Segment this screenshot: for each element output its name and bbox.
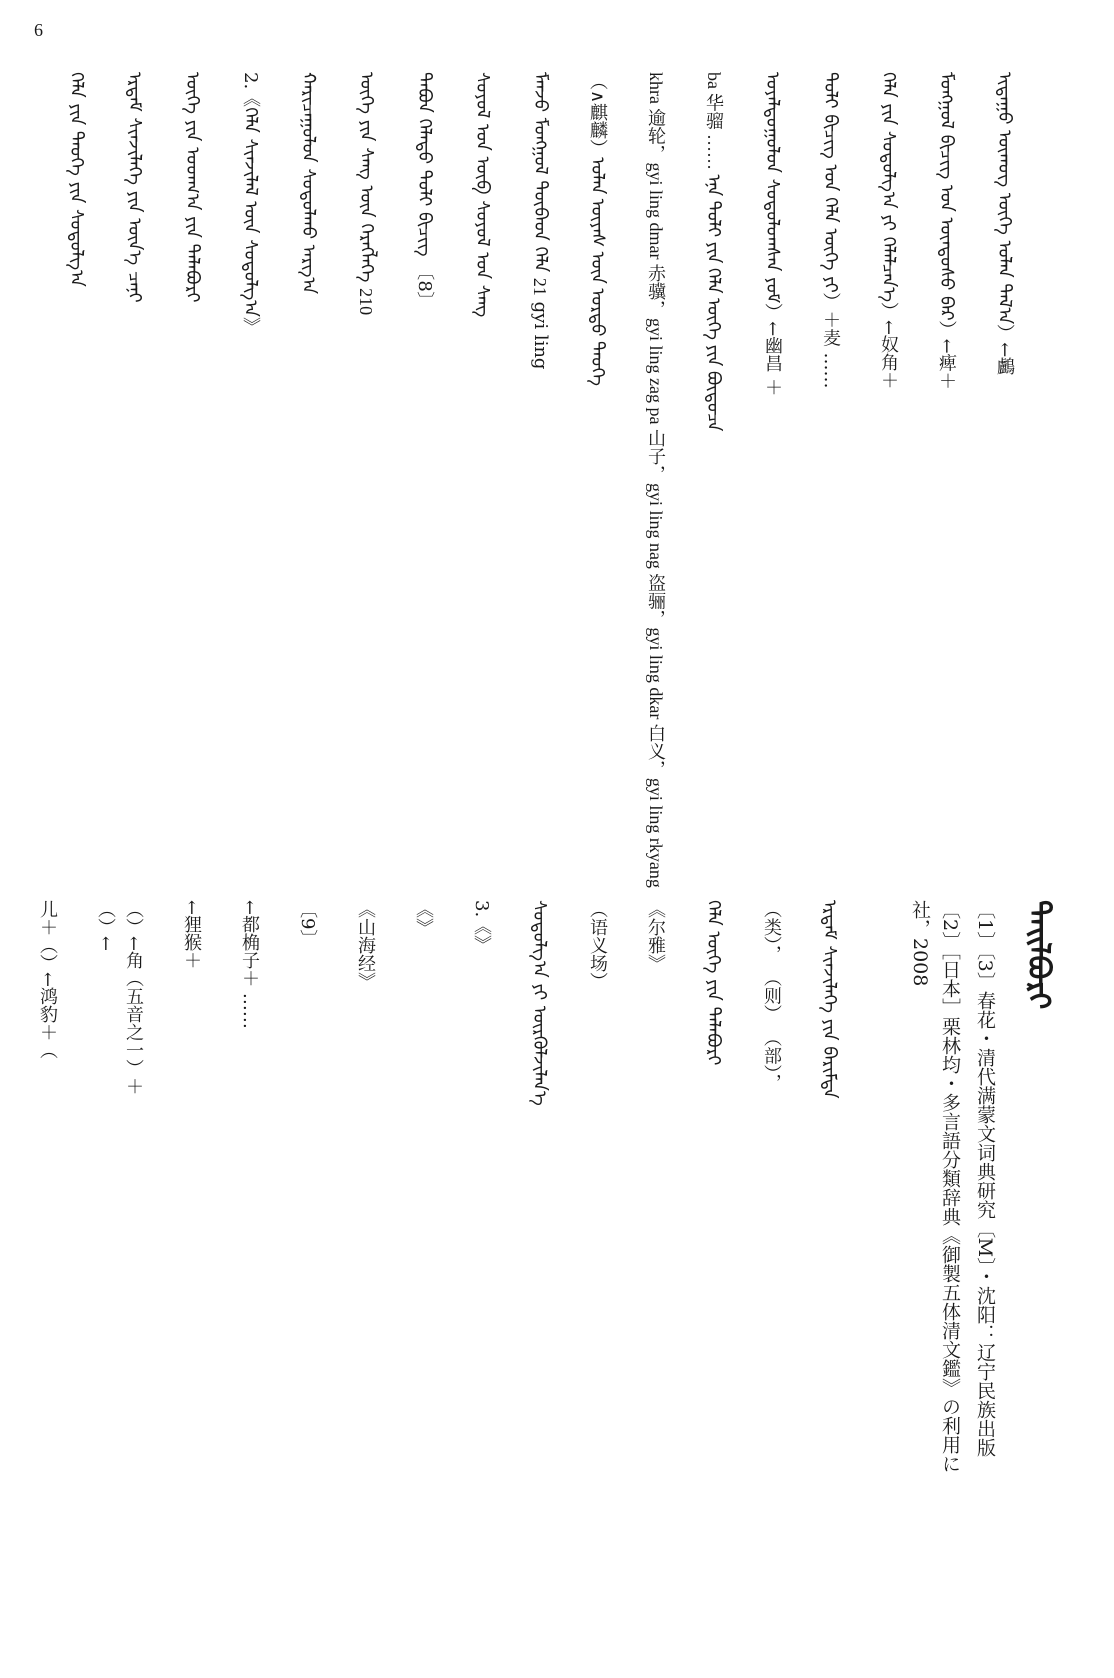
text-column: ᠤᠶᠠᠯᠳᠤᠭᠤᠯᠤᠨ ᠰᠤᠳᠤᠯᠤᠭᠰᠠᠨ ᠶᠤᠮ）←幽昌 ＋ [762,72,783,397]
text-column: ᠡᠷᠳᠡᠮ ᠰᠢᠨᠵᠢᠯᠡᠭᠡ ᠶᠢᠨ ᠪᠠᠷᠢᠮᠲᠠ [819,900,840,1099]
text-column: 儿＋（）←鸿豹＋（ [37,900,58,1060]
text-column: ᠮᠣᠩᠭᠣᠯ ᠪᠢᠴᠢᠭ᠌ ᠤᠨ ᠦᠨᠳᠦᠰᠦ ᠪᠠᠷ）←痺＋ [936,72,957,390]
gloss: ）←鸕 [994,324,1015,376]
text-column: ᠬᠡᠯᠡ ᠶᠢᠨ ᠰᠤᠳᠤᠯᠭ᠎ᠠ ᠶᠢ ᠬᠡᠯᠡᠯᠴᠡᠨ᠎ᠡ）←奴角＋ [878,72,899,390]
text-column: ᠰᠤᠳᠤᠯᠭ᠎ᠠ ᠶᠢ ᠦᠷᠭᠦᠯᠵᠢᠯᠡᠨ᠎ᠡ [529,900,550,1106]
text-column: ᠡᠷᠳᠡᠮ ᠰᠢᠨᠵᠢᠯᠡᠭᠡ ᠶᠢᠨ ᠦᠨ᠎ᠡ ᠴᠡᠨᠢ [124,72,145,303]
page-number: 6 [34,20,43,40]
gloss: ）←痺＋ [936,320,957,390]
text-column: （类）， （则） （部）， [761,900,782,1092]
text-column: ᠢᠲᠠᠭᠤ ᠦᠬᠤᠭ᠌ ᠦᠭᠡ ᠣᠯᠠᠨ ᠲᠠᠯ᠎ᠠ）←鸕 [994,72,1015,376]
reference-item: 〔1〕〔3〕春花・清代满蒙文词典研究〔M〕・沈阳：辽宁民族出版 [974,900,996,1457]
text-column: 《》 [413,900,434,936]
text-column: 《山海经》 [355,900,376,990]
text-column: 〔9〕 [297,900,318,948]
text-column: ᠰᠣᠶᠣᠯ ᠤᠨ ᠥᠪ ᠰᠣᠶᠣᠯ ᠤᠨ ᠰᠠᠩ [472,72,493,318]
reference-item: 社，2008 [909,900,931,987]
text-column: ←狸猴＋ [181,900,202,970]
text-column: ᠲᠠᠪᠤᠨ ᠬᠡᠯᠡᠲᠦ ᠲᠣᠯᠢ ᠪᠢᠴᠢᠭ᠌ 〔8〕 [414,72,435,310]
reference-item: 〔2〕［日本］栗林均・多言語分類辞典《御製五体清文鑑》の利用に [939,900,961,1473]
gloss-column: khra 逾轮，gyi ling dmar 赤骥，gyi ling zag pa 山子，gyi ling nag 盗骊，gyi ling dkar 白义，gyi ling rkyang [646,72,666,888]
gloss: ）←奴角＋ [878,302,899,390]
text-column: （语义场） [587,900,608,990]
text-column: ←都桷子＋ …… [239,900,260,1029]
text-column: ᠬᠡᠯᠡ ᠶᠢᠨ ᠲᠡᠦᠬᠡ ᠶᠢᠨ ᠰᠤᠳᠤᠯᠭ᠎ᠠ [66,72,87,287]
gloss: ）←幽昌 ＋ [762,303,783,397]
gloss-column: （∧麒麟）ᠣᠯᠠᠨ ᠦᠶᠡᠰ ᠦᠨ ᠤᠷᠲᠤ ᠲᠡᠦᠬᠡ [588,72,608,386]
text-column: ᠦᠭᠡ ᠶᠢᠨ ᠤᠳᠬ᠎ᠠ ᠶᠢᠨ ᠲᠠᠯᠠᠪᠤᠷᠢ [182,72,203,303]
text-column: ᠮᠠᠨᠵᠤ ᠮᠣᠩᠭᠣᠯ ᠲᠥᠪᠡᠳ ᠬᠡᠯᠡ 21 gyi ling [530,72,551,370]
text-column: ᠬᠠᠷᠢᠴᠠᠭᠤᠯᠤᠨ ᠰᠤᠳᠤᠯᠬᠤ ᠠᠷᠭ᠎ᠠ [298,72,319,295]
text-column: ᠦᠭᠡ ᠶᠢᠨ ᠰᠠᠩ ᠦᠨ ᠬᠡᠷᠡᠭᠯᠡᠭᠡ 210 [356,72,377,316]
gloss: ）＋麦 …… [820,292,841,389]
text-column: 《尔雅》 [645,900,666,972]
text-column: ᠲᠣᠯᠢ ᠪᠢᠴᠢᠭ᠌ ᠤᠨ ᠬᠡᠯᠡ ᠦᠭᠡ ᠶᠢ）＋麦 …… [820,72,841,389]
section-heading: 2.《ᠬᠡᠯᠡ ᠰᠢᠨᠵᠢᠯᠡᠯ ᠦᠨ ᠰᠤᠳᠤᠯᠭ᠎ᠠ》 [240,72,261,335]
gloss-column: ba 华骝 …… ᠡᠨᠡ ᠲᠣᠯᠢ ᠶᠢᠨ ᠬᠡᠯᠡ ᠦᠭᠡ ᠶᠢᠨ ᠪᠦᠲᠦᠴᠡ [704,72,724,432]
text-column: （）←角（五音之一）＋ [123,900,144,1096]
references-heading: ᠲᠠᠢᠯᠪᠤᠷᠢ [1021,900,1056,1010]
section-heading: 3.《》 [471,900,492,954]
text-column: （）← [95,900,116,952]
text-column: ᠬᠡᠯᠡ ᠦᠭᠡ ᠶᠢᠨ ᠲᠠᠯᠠᠪᠤᠷᠢ [703,900,724,1066]
